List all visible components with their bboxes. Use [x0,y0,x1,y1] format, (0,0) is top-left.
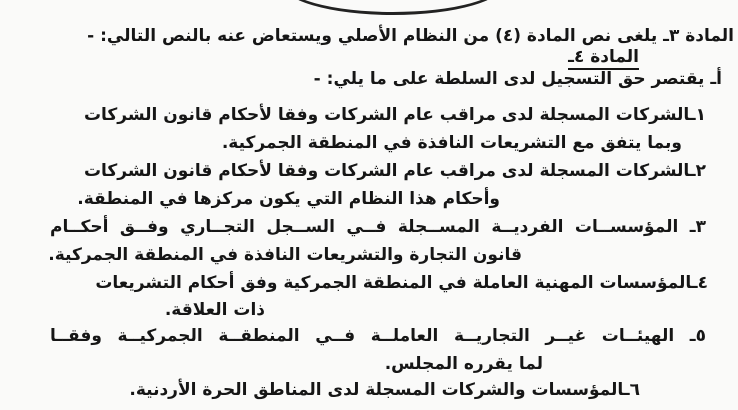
list-item-3-line-2: قانون التجارة والتشريعات النافذة في المنطقة الجمركية. [48,245,522,265]
list-item-4-line-1: ٤ـالمؤسسات المهنية العاملة في المنطقة الجمركية وفق أحكام التشريعات [95,273,708,293]
list-item-2-line-1: ٢ـالشركات المسجلة لدى مراقب عام الشركات وفقا لأحكام قانون الشركات [83,161,706,181]
list-item-6-line-1: ٦ـالمؤسسات والشركات المسجلة لدى المناطق الحرة الأردنية. [129,380,640,400]
oval-seal-bottom-arc-icon [280,0,506,15]
article-4-heading-text: المادة ٤ـ [568,47,639,70]
list-item-1-line-1: ١ـالشركات المسجلة لدى مراقب عام الشركات وفقا لأحكام قانون الشركات [83,105,706,125]
clause-a-intro: أـ يقتصر حق التسجيل لدى السلطة على ما يلي: - [313,69,722,89]
article-3-amendment-line: المادة ٣ـ يلغى نص المادة (٤) من النظام الأصلي ويستعاض عنه بالنص التالي: - [87,26,734,46]
list-item-2-line-2: وأحكام هذا النظام التي يكون مركزها في المنطقة. [77,189,500,209]
list-item-3-line-1: ٣ـ المؤسســات الفرديــة المســجلة فــي الســجل التجــاري وفــق أحكــام [50,217,706,237]
article-4-heading [568,46,639,68]
list-item-4-line-2: ذات العلاقة. [164,300,265,320]
list-item-5-line-2: لما يقرره المجلس. [384,354,543,374]
list-item-5-line-1: ٥ـ الهيئــات غيــر التجاريــة العاملــة فــي المنطقــة الجمركيــة وفقــا [50,326,706,346]
list-item-1-line-2: وبما يتفق مع التشريعات النافذة في المنطقة الجمركية. [221,133,682,153]
